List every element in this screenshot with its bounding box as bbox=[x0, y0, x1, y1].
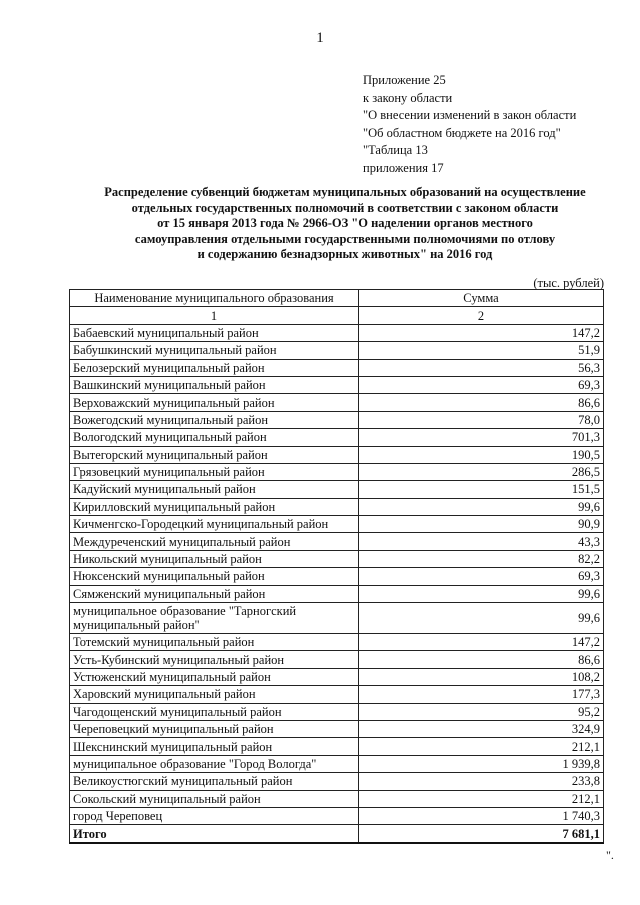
table-row bbox=[70, 585, 604, 602]
municipality-name: Белозерский муниципальный район bbox=[70, 359, 359, 376]
municipality-name: Чагодощенский муниципальный район bbox=[70, 703, 359, 720]
amount-value: 1 740,3 bbox=[359, 807, 604, 824]
header-name: Наименование муниципального образования bbox=[70, 290, 359, 307]
table-row bbox=[70, 603, 604, 634]
table-row bbox=[70, 550, 604, 567]
column-number-1: 1 bbox=[70, 307, 359, 324]
table-row bbox=[70, 738, 604, 755]
amount-value: 86,6 bbox=[359, 394, 604, 411]
table-row bbox=[70, 773, 604, 790]
table-row bbox=[70, 651, 604, 668]
amount-value: 51,9 bbox=[359, 342, 604, 359]
amount-value: 82,2 bbox=[359, 550, 604, 567]
amount-value: 99,6 bbox=[359, 603, 604, 634]
amount-value: 69,3 bbox=[359, 568, 604, 585]
amount-value: 90,9 bbox=[359, 516, 604, 533]
amount-value: 95,2 bbox=[359, 703, 604, 720]
table-row bbox=[70, 411, 604, 428]
amount-value: 147,2 bbox=[359, 324, 604, 341]
appendix-line: к закону области bbox=[363, 90, 453, 105]
municipality-name: город Череповец bbox=[70, 807, 359, 824]
total-label: Итого bbox=[70, 825, 359, 843]
title-line: Распределение субвенций бюджетам муниципальных образований на осуществление bbox=[104, 185, 586, 199]
table-row bbox=[70, 359, 604, 376]
amount-value: 108,2 bbox=[359, 668, 604, 685]
amount-value: 99,6 bbox=[359, 585, 604, 602]
amount-value: 1 939,8 bbox=[359, 755, 604, 772]
municipality-name: Нюксенский муниципальный район bbox=[70, 568, 359, 585]
total-amount: 7 681,1 bbox=[359, 825, 604, 843]
table-row bbox=[70, 463, 604, 480]
municipality-name: Бабушкинский муниципальный район bbox=[70, 342, 359, 359]
amount-value: 701,3 bbox=[359, 429, 604, 446]
table-row bbox=[70, 634, 604, 651]
amount-value: 177,3 bbox=[359, 686, 604, 703]
closing-quote: ". bbox=[606, 848, 614, 862]
appendix-line: "Об областном бюджете на 2016 год" bbox=[363, 125, 561, 140]
municipality-name: Тотемский муниципальный район bbox=[70, 634, 359, 651]
municipality-name: Вологодский муниципальный район bbox=[70, 429, 359, 446]
units-label: (тыс. рублей) bbox=[533, 276, 604, 290]
amount-value: 147,2 bbox=[359, 634, 604, 651]
appendix-line: "О внесении изменений в закон области bbox=[363, 108, 577, 123]
municipality-name: Череповецкий муниципальный район bbox=[70, 720, 359, 737]
table-row bbox=[70, 533, 604, 550]
table-header-row bbox=[70, 290, 604, 307]
appendix-line: приложения 17 bbox=[363, 160, 444, 175]
appendix-line: Приложение 25 bbox=[363, 73, 446, 87]
title-line: от 15 января 2013 года № 2966-ОЗ "О наделении органов местного bbox=[157, 216, 533, 231]
municipality-name: Сокольский муниципальный район bbox=[70, 790, 359, 807]
table-row bbox=[70, 342, 604, 359]
amount-value: 233,8 bbox=[359, 773, 604, 790]
table-row bbox=[70, 516, 604, 533]
page-number: 1 bbox=[316, 30, 324, 46]
municipality-name: муниципальное образование "Город Вологда" bbox=[70, 755, 359, 772]
amount-value: 324,9 bbox=[359, 720, 604, 737]
amount-value: 151,5 bbox=[359, 481, 604, 498]
title-line: отдельных государственных полномочий в соответствии с законом области bbox=[131, 200, 559, 215]
municipality-name: Верховажский муниципальный район bbox=[70, 394, 359, 411]
amount-value: 99,6 bbox=[359, 498, 604, 515]
title-line: и содержанию безнадзорных животных" на 2016 год bbox=[197, 247, 493, 262]
municipality-name: Грязовецкий муниципальный район bbox=[70, 463, 359, 480]
municipality-name: муниципальное образование "Тарногский муниципальный район" bbox=[70, 603, 359, 634]
column-number-2: 2 bbox=[359, 307, 604, 324]
total-row bbox=[70, 825, 604, 843]
table-row bbox=[70, 446, 604, 463]
amount-value: 212,1 bbox=[359, 738, 604, 755]
municipality-name: Вашкинский муниципальный район bbox=[70, 376, 359, 393]
table-row bbox=[70, 720, 604, 737]
table-row bbox=[70, 394, 604, 411]
title-line: самоуправления отдельными государственными полномочиями по отлову bbox=[134, 231, 556, 246]
table-row bbox=[70, 790, 604, 807]
appendix-line: "Таблица 13 bbox=[363, 143, 428, 158]
document-title bbox=[60, 185, 630, 263]
appendix-reference bbox=[363, 72, 576, 178]
amount-value: 43,3 bbox=[359, 533, 604, 550]
municipality-name: Бабаевский муниципальный район bbox=[70, 324, 359, 341]
municipality-name: Вытегорский муниципальный район bbox=[70, 446, 359, 463]
amount-value: 69,3 bbox=[359, 376, 604, 393]
table-row bbox=[70, 481, 604, 498]
municipality-name: Междуреченский муниципальный район bbox=[70, 533, 359, 550]
municipality-name: Устюженский муниципальный район bbox=[70, 668, 359, 685]
subventions-table bbox=[69, 289, 604, 844]
table-row bbox=[70, 498, 604, 515]
table-row bbox=[70, 324, 604, 341]
header-amount: Сумма bbox=[359, 290, 604, 307]
table-column-number-row bbox=[70, 307, 604, 324]
municipality-name: Харовский муниципальный район bbox=[70, 686, 359, 703]
amount-value: 56,3 bbox=[359, 359, 604, 376]
table-row bbox=[70, 568, 604, 585]
table-row bbox=[70, 376, 604, 393]
municipality-name: Кирилловский муниципальный район bbox=[70, 498, 359, 515]
table-row bbox=[70, 807, 604, 824]
municipality-name: Сямженский муниципальный район bbox=[70, 585, 359, 602]
municipality-name: Кадуйский муниципальный район bbox=[70, 481, 359, 498]
amount-value: 86,6 bbox=[359, 651, 604, 668]
municipality-name: Шекснинский муниципальный район bbox=[70, 738, 359, 755]
table-row bbox=[70, 703, 604, 720]
amount-value: 190,5 bbox=[359, 446, 604, 463]
amount-value: 286,5 bbox=[359, 463, 604, 480]
municipality-name: Усть-Кубинский муниципальный район bbox=[70, 651, 359, 668]
table-row bbox=[70, 686, 604, 703]
municipality-name: Никольский муниципальный район bbox=[70, 550, 359, 567]
amount-value: 78,0 bbox=[359, 411, 604, 428]
table-row bbox=[70, 755, 604, 772]
municipality-name: Великоустюгский муниципальный район bbox=[70, 773, 359, 790]
municipality-name: Кичменгско-Городецкий муниципальный район bbox=[70, 516, 359, 533]
municipality-name: Вожегодский муниципальный район bbox=[70, 411, 359, 428]
table-row bbox=[70, 668, 604, 685]
amount-value: 212,1 bbox=[359, 790, 604, 807]
table-row bbox=[70, 429, 604, 446]
